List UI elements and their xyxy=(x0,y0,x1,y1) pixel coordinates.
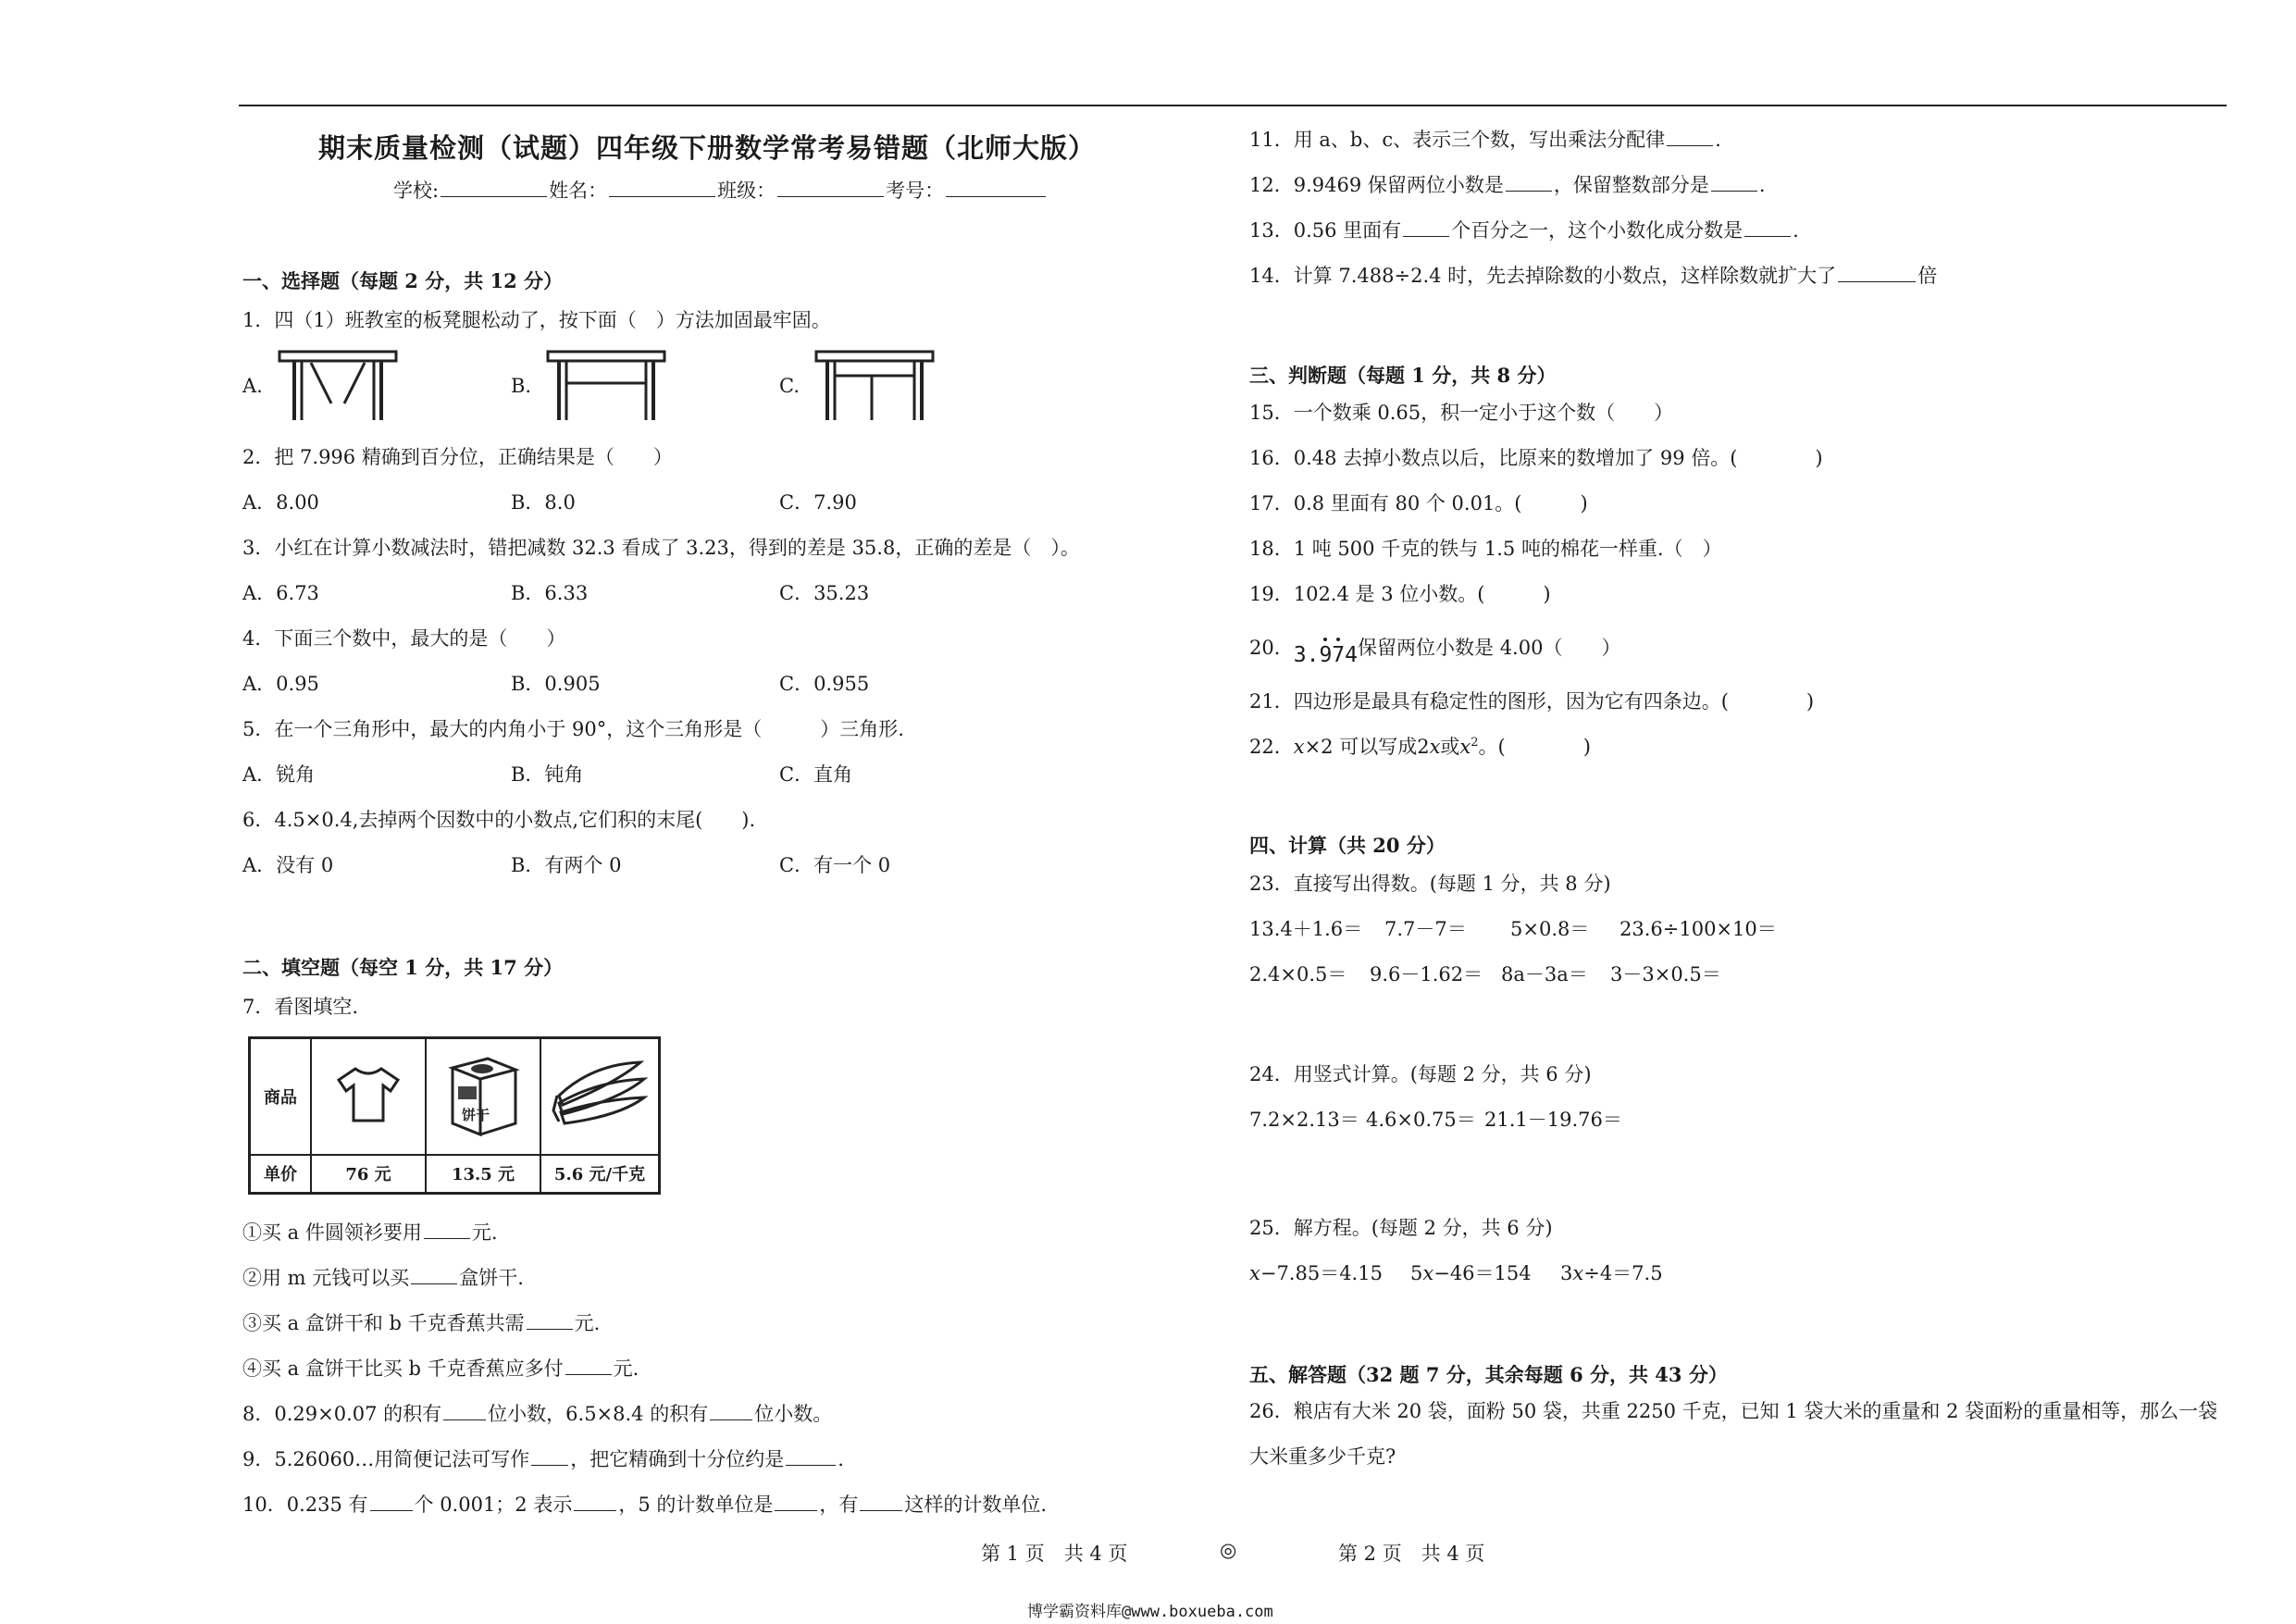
q2-option-c: C．7.90 xyxy=(779,491,857,514)
q23-item-4: 23.6÷100×10＝ xyxy=(1620,918,1777,940)
q2-option-a: A．8.00 xyxy=(242,491,319,514)
q7-sub3: ③买 a 盒饼干和 b 千克香蕉共需 元. xyxy=(242,1312,601,1334)
q20: 20．3.974保留两位小数是 4.00（ ） xyxy=(1249,637,1621,667)
q7-stem: 7．看图填空. xyxy=(242,996,359,1018)
page-center-mark: ◎ xyxy=(1220,1539,1237,1561)
q1-stem: 1．四（1）班教室的板凳腿松动了，按下面（ ）方法加固最牢固。 xyxy=(242,309,831,331)
q10-blank-4[interactable] xyxy=(860,1494,902,1511)
q6-option-a: A．没有 0 xyxy=(242,854,334,876)
q14: 14．计算 7.488÷2.4 时，先去掉除数的小数点，这样除数就扩大了 倍 xyxy=(1249,265,1938,287)
student-info-line xyxy=(393,176,1048,204)
q6-stem: 6．4.5×0.4,去掉两个因数中的小数点,它们积的末尾( ). xyxy=(242,809,756,831)
q7-sub4-blank[interactable] xyxy=(565,1357,612,1375)
section1-heading: 一、选择题（每题 2 分，共 12 分） xyxy=(242,269,564,292)
q26-line-2: 大米重多少千克? xyxy=(1249,1445,1396,1468)
q7-sub3-blank[interactable] xyxy=(527,1312,573,1330)
class-label: 班级： xyxy=(717,180,776,202)
biscuit-box-label: 饼干 xyxy=(462,1107,490,1124)
q10-blank-3[interactable] xyxy=(775,1494,817,1511)
number-label: 考号： xyxy=(886,180,945,202)
q7-sub2-blank[interactable] xyxy=(411,1267,457,1284)
q1-option-a: A. xyxy=(242,375,263,397)
q4-stem: 4．下面三个数中，最大的是（ ） xyxy=(242,627,566,650)
q16: 16．0.48 去掉小数点以后，比原来的数增加了 99 倍。( ) xyxy=(1249,447,1823,469)
goods-price-table xyxy=(248,1036,661,1195)
q24-item-2: 4.6×0.75＝ xyxy=(1366,1109,1476,1131)
watermark-text: 博学霸资料库@www.boxueba.com xyxy=(1027,1603,1273,1621)
q12: 12．9.9469 保留两位小数是 ，保留整数部分是 . xyxy=(1249,174,1766,196)
banana-bunch-icon xyxy=(552,1055,648,1133)
class-blank[interactable] xyxy=(777,180,884,197)
q23-item-5: 2.4×0.5＝ xyxy=(1249,963,1347,986)
q4-option-b: B．0.905 xyxy=(511,673,601,695)
q11: 11．用 a、b、c、表示三个数，写出乘法分配律 . xyxy=(1249,129,1721,151)
q25-eq-1: x−7.85＝4.15 xyxy=(1249,1262,1383,1284)
section4-heading: 四、计算（共 20 分） xyxy=(1249,834,1446,857)
q5-option-c: C．直角 xyxy=(779,763,853,786)
page-number-right: 第 2 页 共 4 页 xyxy=(1338,1543,1485,1565)
top-rule xyxy=(239,105,2227,106)
q8-blank-1[interactable] xyxy=(443,1403,486,1420)
q9-blank-2[interactable] xyxy=(786,1448,836,1466)
q6-option-b: B．有两个 0 xyxy=(511,854,622,876)
section5-heading: 五、解答题（32 题 7 分，其余每题 6 分，共 43 分） xyxy=(1249,1363,1728,1386)
q13-blank-2[interactable] xyxy=(1744,219,1791,237)
q7-sub1: ①买 a 件圆领衫要用 元. xyxy=(242,1221,498,1244)
q10-blank-1[interactable] xyxy=(370,1494,413,1511)
q24-item-1: 7.2×2.13＝ xyxy=(1249,1109,1359,1131)
q23-item-8: 3－3×0.5＝ xyxy=(1610,963,1721,986)
q25-eq-3: 3x÷4＝7.5 xyxy=(1560,1262,1663,1284)
goods-row-label: 商品 xyxy=(250,1038,312,1155)
school-blank[interactable] xyxy=(441,180,547,197)
q26-line-1: 26．粮店有大米 20 袋，面粉 50 袋，共重 2250 千克，已知 1 袋大米的重量和 2 袋面粉的重量相等，那么一袋 xyxy=(1249,1400,2218,1422)
biscuit-price: 13.5 元 xyxy=(426,1155,540,1194)
q14-blank[interactable] xyxy=(1838,265,1916,282)
q13-blank-1[interactable] xyxy=(1403,219,1449,237)
page-title: 期末质量检测（试题）四年级下册数学常考易错题（北师大版） xyxy=(318,132,1097,164)
tshirt-cell xyxy=(311,1038,426,1155)
q9-blank-1[interactable] xyxy=(531,1448,568,1466)
section3-heading: 三、判断题（每题 1 分，共 8 分） xyxy=(1249,364,1557,387)
name-blank[interactable] xyxy=(609,180,715,197)
q19: 19．102.4 是 3 位小数。( ) xyxy=(1249,583,1551,605)
biscuit-box-icon xyxy=(441,1049,525,1138)
q5-option-b: B．钝角 xyxy=(511,763,584,786)
name-label: 姓名： xyxy=(549,180,608,202)
q22: 22．x×2 可以写成2x或$x^2$。( ) xyxy=(1249,736,1591,758)
q3-stem: 3．小红在计算小数减法时，错把减数 32.3 看成了 3.23，得到的差是 35.8，正确的差是（ ）。 xyxy=(242,537,1080,559)
q21: 21．四边形是最具有稳定性的图形，因为它有四条边。( ) xyxy=(1249,690,1815,713)
q5-stem: 5．在一个三角形中，最大的内角小于 90°，这个三角形是（ ）三角形. xyxy=(242,718,904,740)
q2-option-b: B．8.0 xyxy=(511,491,576,514)
q9: 9．5.26060…用简便记法可写作 ，把它精确到十分位约是 . xyxy=(242,1448,844,1470)
q7-sub1-blank[interactable] xyxy=(424,1221,470,1239)
school-label: 学校: xyxy=(393,180,440,202)
q7-sub2: ②用 m 元钱可以买 盒饼干. xyxy=(242,1267,524,1289)
q15: 15．一个数乘 0.65，积一定小于这个数（ ） xyxy=(1249,402,1674,424)
q23-item-6: 9.6－1.62＝ xyxy=(1370,963,1483,986)
q6-option-c: C．有一个 0 xyxy=(779,854,891,876)
q4-option-c: C．0.955 xyxy=(779,673,870,695)
q23-item-1: 13.4＋1.6＝ xyxy=(1249,918,1363,940)
repeating-decimal: 3.974 xyxy=(1293,643,1359,667)
q1-option-c: C. xyxy=(779,375,800,397)
q23-item-7: 8a－3a＝ xyxy=(1501,963,1588,986)
q23-item-3: 5×0.8＝ xyxy=(1510,918,1590,940)
q3-option-c: C．35.23 xyxy=(779,582,870,604)
banana-price: 5.6 元/千克 xyxy=(540,1155,660,1194)
biscuit-cell xyxy=(426,1038,540,1155)
page-number-left: 第 1 页 共 4 页 xyxy=(981,1543,1128,1565)
q8-blank-2[interactable] xyxy=(710,1403,752,1420)
q4-option-a: A．0.95 xyxy=(242,673,319,695)
q12-blank-2[interactable] xyxy=(1711,174,1757,192)
q3-option-a: A．6.73 xyxy=(242,582,319,604)
q24-item-3: 21.1－19.76＝ xyxy=(1484,1109,1622,1131)
banana-cell xyxy=(540,1038,660,1155)
section2-heading: 二、填空题（每空 1 分，共 17 分） xyxy=(242,956,564,979)
q5-option-a: A．锐角 xyxy=(242,763,316,786)
q3-option-b: B．6.33 xyxy=(511,582,589,604)
q25-stem: 25．解方程。(每题 2 分，共 6 分) xyxy=(1249,1217,1553,1239)
q10: 10．0.235 有 个 0.001；2 表示 ，5 的计数单位是 ，有 这样的计数单位. xyxy=(242,1494,1048,1516)
q24-stem: 24．用竖式计算。(每题 2 分，共 6 分) xyxy=(1249,1063,1592,1085)
q12-blank-1[interactable] xyxy=(1506,174,1552,192)
q11-blank[interactable] xyxy=(1667,129,1713,146)
stool-b-image xyxy=(546,350,668,424)
q25-eq-2: 5x−46＝154 xyxy=(1410,1262,1532,1284)
q8: 8．0.29×0.07 的积有 位小数，6.5×8.4 的积有 位小数。 xyxy=(242,1403,833,1425)
q1-option-b: B. xyxy=(511,375,532,397)
tshirt-icon xyxy=(333,1063,403,1124)
q13: 13．0.56 里面有 个百分之一，这个小数化成分数是 . xyxy=(1249,219,1799,242)
q7-sub4: ④买 a 盒饼干比买 b 千克香蕉应多付 元. xyxy=(242,1357,639,1380)
tshirt-price: 76 元 xyxy=(311,1155,426,1194)
stool-a-image xyxy=(278,350,400,424)
q23-item-2: 7.7－7＝ xyxy=(1384,918,1467,940)
stool-c-image xyxy=(814,350,937,424)
q18: 18．1 吨 500 千克的铁与 1.5 吨的棉花一样重.（ ） xyxy=(1249,538,1722,560)
q2-stem: 2．把 7.996 精确到百分位，正确结果是（ ） xyxy=(242,446,673,468)
q23-stem: 23．直接写出得数。(每题 1 分，共 8 分) xyxy=(1249,873,1611,895)
price-row-label: 单价 xyxy=(250,1155,312,1194)
number-blank[interactable] xyxy=(946,180,1046,197)
q17: 17．0.8 里面有 80 个 0.01。( ) xyxy=(1249,492,1588,514)
q10-blank-2[interactable] xyxy=(574,1494,616,1511)
